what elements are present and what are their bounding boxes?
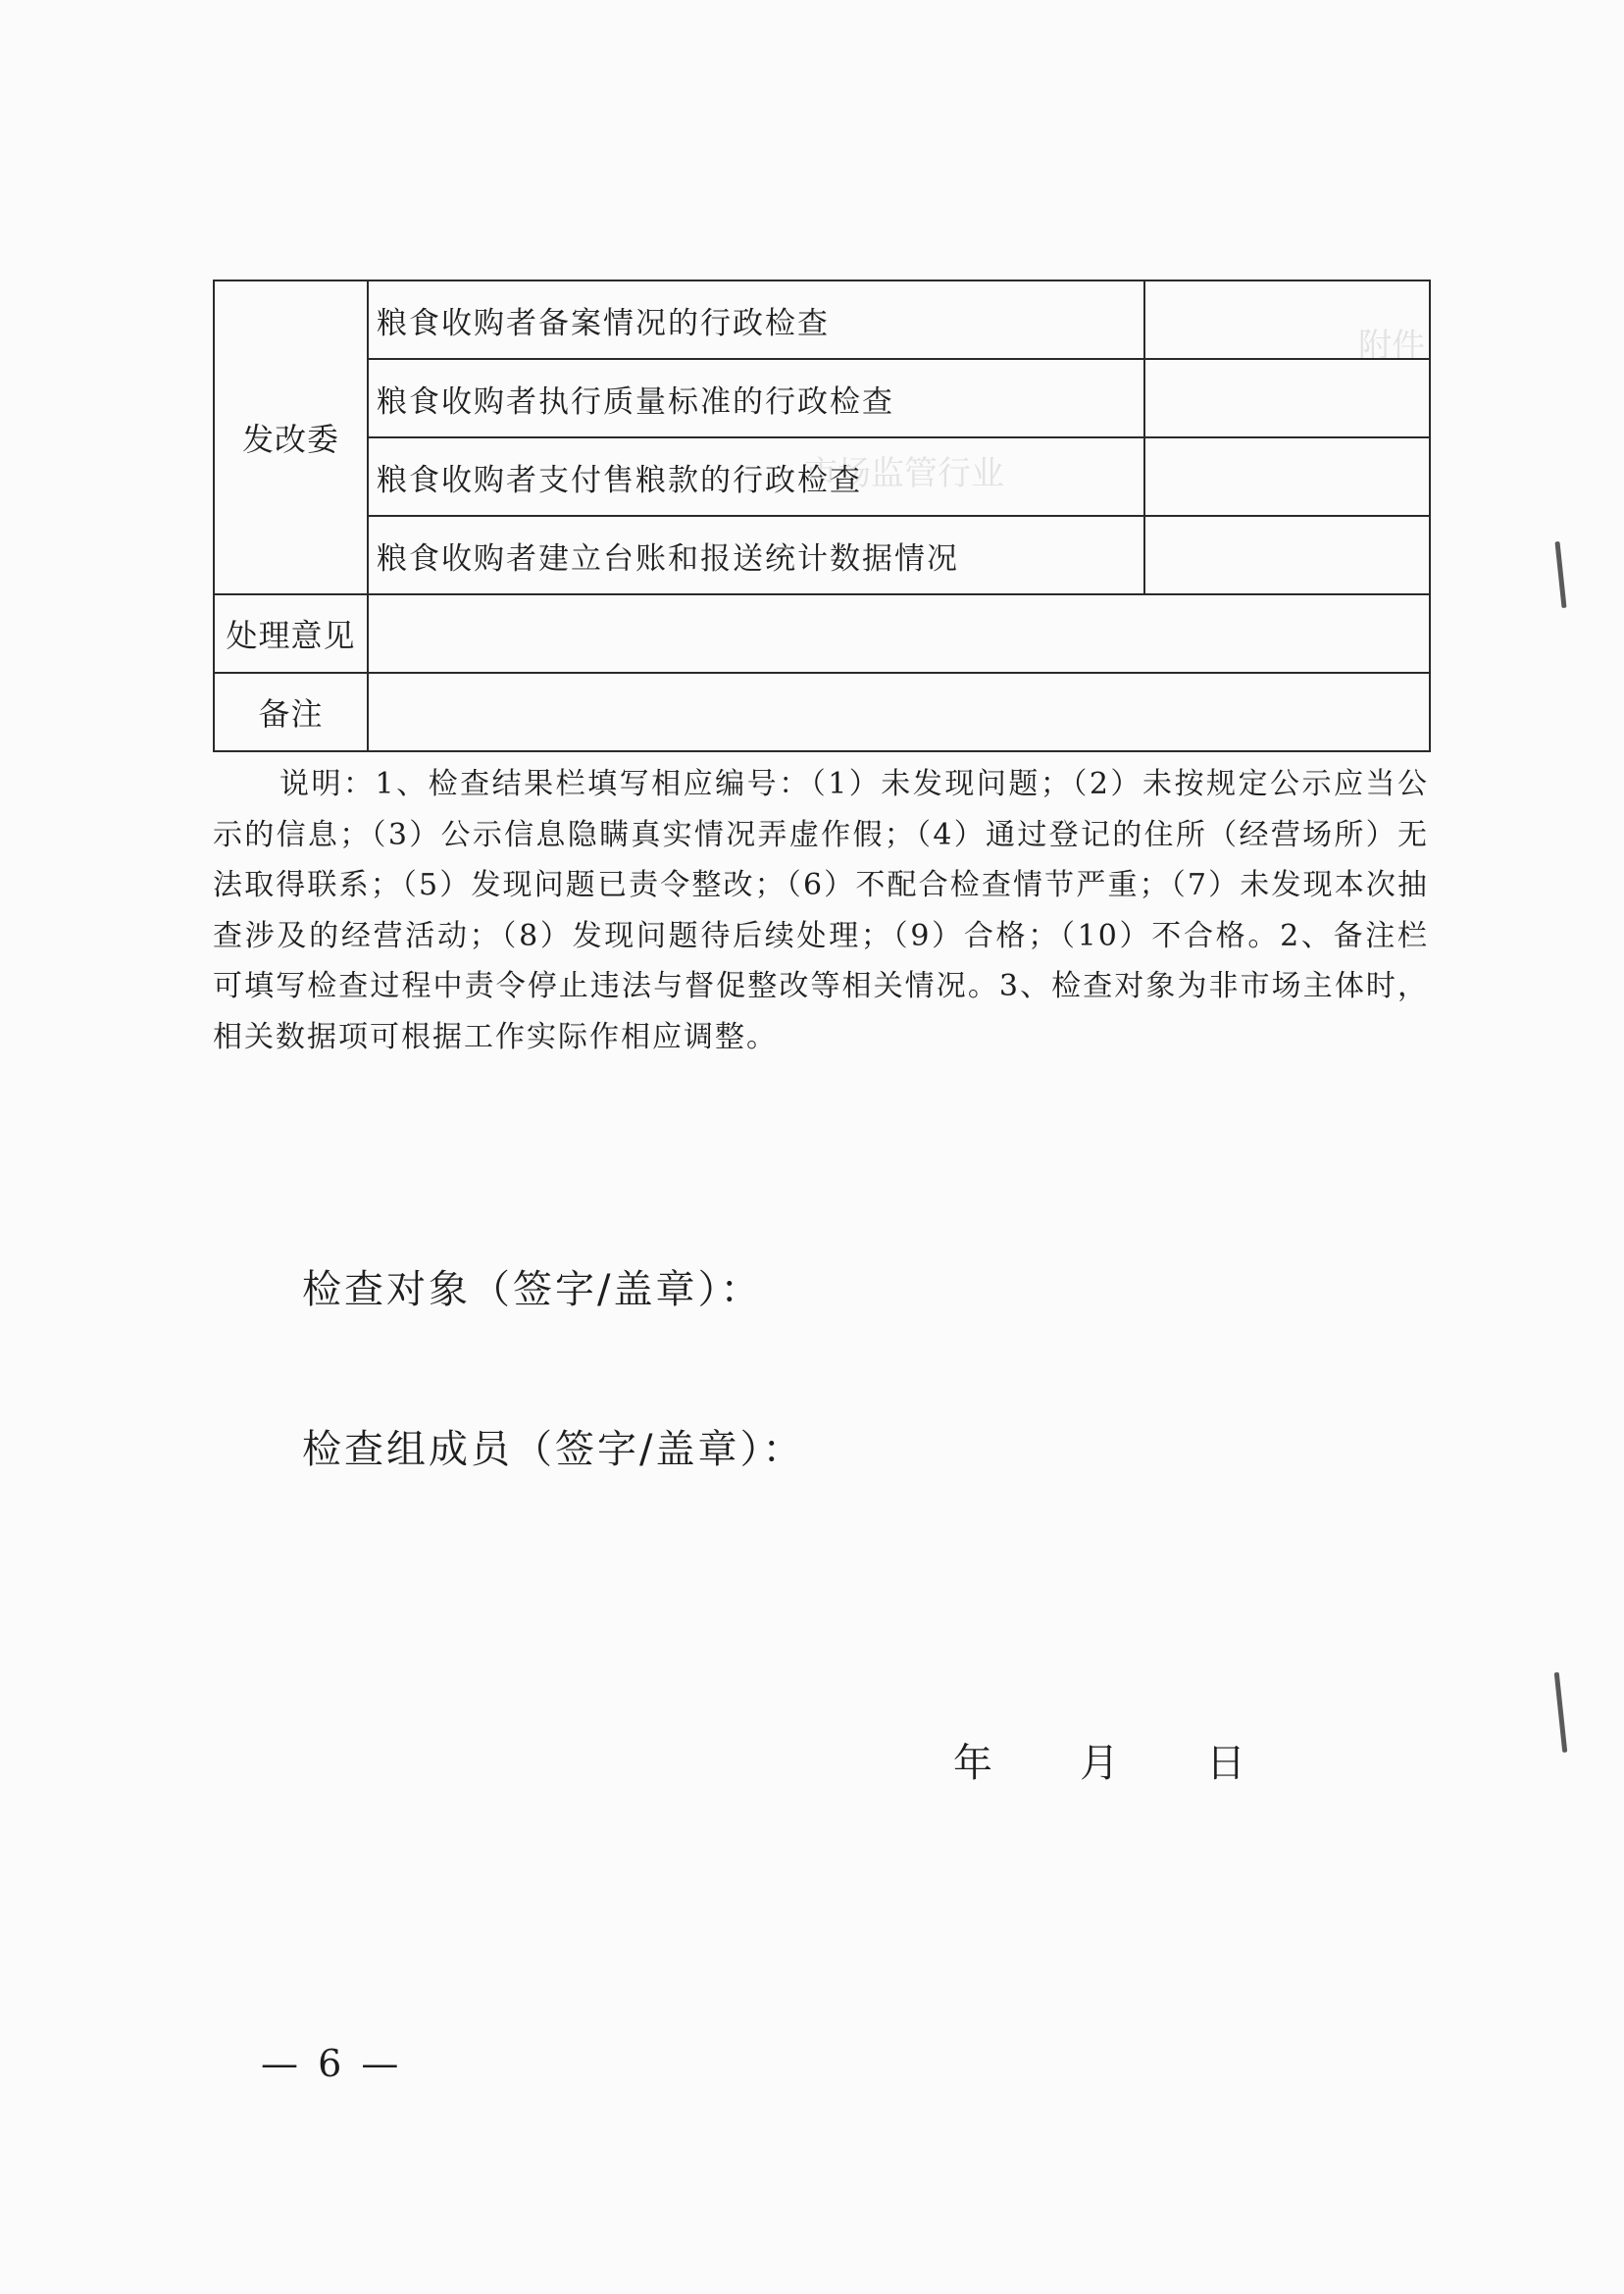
page-number: — 6 —: [261, 2042, 403, 2085]
instructions-note: 说明：1、检查结果栏填写相应编号：（1）未发现问题；（2）未按规定公示应当公示的信息；（3）公示信息隐瞒真实情况弄虚作假；（4）通过登记的住所（经营场所）无法取得联系；（5）发现问题已责令整改；（6）不配合检查情节严重；（7）未发现本次抽查涉及的经营活动；（8）发现问题待后续处理；（9）合格；（10）不合格。2、备注栏可填写检查过程中责令停止违法与督促整改等相关情况。3、检查对象为非市场主体时，相关数据项可根据工作实际作相应调整。: [213, 767, 1429, 1054]
date-month-label: 月: [1080, 1741, 1119, 1786]
date-day-label: 日: [1206, 1741, 1245, 1786]
table-row: [214, 516, 1430, 594]
table-row: [214, 280, 1430, 359]
opinion-field[interactable]: [368, 594, 1430, 673]
staple-mark: [1554, 1672, 1568, 1753]
inspection-item: 粮食收购者支付售粮款的行政检查: [368, 437, 1144, 516]
opinion-label: 处理意见: [214, 594, 368, 673]
remark-label: 备注: [214, 673, 368, 751]
remark-field[interactable]: [368, 673, 1430, 751]
inspection-team-signature: 检查组成员（签字/盖章）：: [302, 1427, 805, 1472]
table-row: [214, 437, 1430, 516]
result-cell[interactable]: [1144, 359, 1430, 437]
result-cell[interactable]: [1144, 516, 1430, 594]
table-row: [214, 359, 1430, 437]
department-cell: 发改委: [214, 280, 368, 594]
inspection-item: 粮食收购者执行质量标准的行政检查: [368, 359, 1144, 437]
table-row: [214, 594, 1430, 673]
date-year-label: 年: [953, 1741, 992, 1786]
bleed-through-mark: 市场监管行业: [804, 454, 1004, 493]
inspection-item: 粮食收购者备案情况的行政检查: [368, 280, 1144, 359]
table-row: [214, 673, 1430, 751]
staple-mark: [1554, 541, 1566, 608]
inspection-subject-signature: 检查对象（签字/盖章）：: [302, 1267, 763, 1312]
inspection-items-table: [213, 280, 1431, 752]
result-cell[interactable]: [1144, 280, 1430, 359]
result-cell[interactable]: [1144, 437, 1430, 516]
inspection-item: 粮食收购者建立台账和报送统计数据情况: [368, 516, 1144, 594]
bleed-through-mark: 附件: [1358, 327, 1425, 366]
